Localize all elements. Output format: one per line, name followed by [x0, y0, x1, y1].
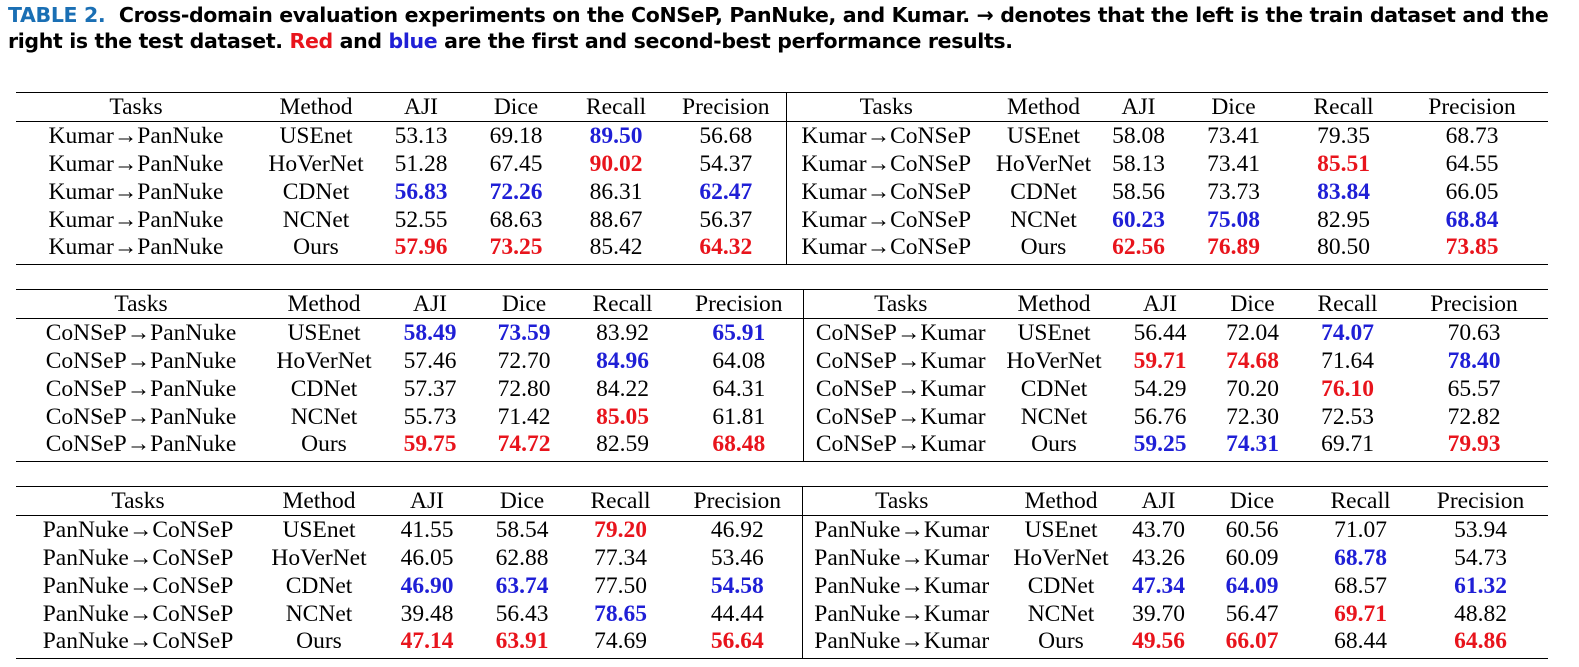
aji-cell: 47.14 — [400, 628, 454, 654]
precision-cell: 64.08 — [712, 348, 766, 374]
table-row — [16, 375, 1548, 403]
method-cell: NCNet — [285, 601, 353, 627]
dice-cell: 60.09 — [1225, 545, 1279, 571]
method-cell: HoVerNet — [1013, 545, 1109, 571]
aji-cell: 56.76 — [1133, 404, 1187, 430]
recall-cell: 78.65 — [594, 601, 647, 627]
method-cell: USEnet — [279, 123, 353, 149]
precision-cell: 68.48 — [712, 431, 766, 457]
dice-cell: 68.63 — [489, 207, 543, 233]
header-aji: AJI — [404, 94, 438, 120]
results-table-pannuke-source — [16, 486, 1548, 659]
method-cell: NCNet — [1010, 207, 1077, 233]
precision-cell: 61.32 — [1454, 573, 1507, 599]
method-cell: CDNet — [1010, 179, 1077, 205]
table-row — [16, 178, 1548, 206]
table-row — [16, 319, 1548, 348]
method-cell: HoVerNet — [276, 348, 372, 374]
aji-cell: 62.56 — [1112, 234, 1165, 260]
dice-cell: 63.91 — [495, 628, 549, 654]
header-dice: Dice — [493, 94, 539, 120]
header-aji: AJI — [413, 291, 447, 317]
table-row — [16, 516, 1548, 545]
results-table-kumar-source — [16, 92, 1548, 265]
method-cell: CDNet — [1027, 573, 1095, 599]
recall-cell: 89.50 — [589, 123, 643, 149]
dice-cell: 62.88 — [495, 545, 549, 571]
precision-cell: 54.58 — [710, 573, 764, 599]
caption-and-word: and — [339, 29, 382, 53]
recall-cell: 82.59 — [596, 431, 649, 457]
header-dice: Dice — [1230, 291, 1275, 317]
header-dice: Dice — [501, 291, 547, 317]
dice-cell: 67.45 — [489, 151, 543, 177]
header-precision: Precision — [682, 94, 770, 120]
precision-cell: 53.46 — [710, 545, 764, 571]
precision-cell: 62.47 — [699, 179, 753, 205]
header-tasks: Tasks — [786, 93, 986, 122]
recall-cell: 74.69 — [594, 628, 647, 654]
dice-cell: 73.59 — [497, 320, 551, 346]
caption-text: Cross-domain evaluation experiments on the CoNSeP, PanNuke, and Kumar. → denotes that the left is the train dataset and the right is the test dataset. — [8, 3, 1549, 53]
task-cell: CoNSeP→Kumar — [803, 403, 998, 431]
recall-cell: 85.51 — [1317, 151, 1370, 177]
recall-cell: 84.22 — [596, 376, 649, 402]
header-row — [16, 93, 1548, 122]
header-method: Method — [287, 291, 361, 317]
header-dice: Dice — [499, 488, 545, 514]
method-cell: Ours — [301, 431, 347, 457]
precision-cell: 64.32 — [699, 234, 753, 260]
header-aji: AJI — [1141, 488, 1176, 514]
recall-cell: 71.07 — [1334, 517, 1387, 543]
table-row — [16, 234, 1548, 265]
precision-cell: 64.31 — [712, 376, 766, 402]
caption-red-word: Red — [289, 29, 333, 53]
header-method: Method — [1017, 291, 1091, 317]
task-cell: CoNSeP→Kumar — [803, 375, 998, 403]
dice-cell: 70.20 — [1226, 376, 1279, 402]
dice-cell: 74.68 — [1226, 348, 1279, 374]
aji-cell: 55.73 — [403, 404, 457, 430]
dice-cell: 72.70 — [497, 348, 551, 374]
recall-cell: 72.53 — [1321, 404, 1374, 430]
recall-cell: 90.02 — [589, 151, 643, 177]
aji-cell: 57.46 — [403, 348, 457, 374]
recall-cell: 86.31 — [589, 179, 643, 205]
dice-cell: 75.08 — [1207, 207, 1260, 233]
recall-cell: 79.35 — [1317, 123, 1370, 149]
dice-cell: 73.73 — [1207, 179, 1260, 205]
task-cell: Kumar→PanNuke — [48, 179, 224, 205]
header-recall: Recall — [1317, 291, 1378, 317]
aji-cell: 46.05 — [400, 545, 454, 571]
table-row — [16, 431, 1548, 462]
table-row — [16, 403, 1548, 431]
task-cell: Kumar→PanNuke — [48, 151, 224, 177]
recall-cell: 69.71 — [1334, 601, 1387, 627]
precision-cell: 79.93 — [1447, 431, 1501, 457]
method-cell: HoVerNet — [995, 151, 1092, 177]
method-cell: NCNet — [282, 207, 350, 233]
header-method: Method — [1024, 488, 1098, 514]
method-cell: USEnet — [282, 517, 356, 543]
header-recall: Recall — [1330, 488, 1391, 514]
aji-cell: 43.26 — [1132, 545, 1185, 571]
precision-cell: 48.82 — [1454, 601, 1507, 627]
aji-cell: 60.23 — [1112, 207, 1165, 233]
dice-cell: 64.09 — [1225, 573, 1279, 599]
recall-cell: 69.71 — [1321, 431, 1374, 457]
precision-cell: 56.68 — [699, 123, 753, 149]
recall-cell: 83.92 — [596, 320, 649, 346]
recall-cell: 77.34 — [594, 545, 647, 571]
recall-cell: 74.07 — [1321, 320, 1374, 346]
method-cell: NCNet — [1020, 404, 1088, 430]
dice-cell: 72.80 — [497, 376, 551, 402]
precision-cell: 53.94 — [1454, 517, 1507, 543]
precision-cell: 56.37 — [699, 207, 753, 233]
header-precision: Precision — [1430, 291, 1518, 317]
aji-cell: 56.83 — [394, 179, 448, 205]
dice-cell: 76.89 — [1207, 234, 1260, 260]
caption-text-end: are the first and second-best performance results. — [444, 29, 1013, 53]
method-cell: HoVerNet — [268, 151, 364, 177]
aji-cell: 59.71 — [1133, 348, 1187, 374]
aji-cell: 43.70 — [1132, 517, 1185, 543]
table-row — [16, 572, 1548, 600]
precision-cell: 68.84 — [1445, 207, 1499, 233]
dice-cell: 73.41 — [1207, 123, 1260, 149]
task-cell: Kumar→CoNSeP — [786, 122, 986, 151]
method-cell: Ours — [1038, 628, 1084, 654]
dice-cell: 74.31 — [1226, 431, 1279, 457]
header-dice: Dice — [1229, 488, 1275, 514]
precision-cell: 61.81 — [712, 404, 766, 430]
header-tasks: Tasks — [109, 94, 163, 120]
aji-cell: 57.96 — [394, 234, 448, 260]
aji-cell: 39.70 — [1132, 601, 1185, 627]
method-cell: HoVerNet — [1006, 348, 1102, 374]
aji-cell: 58.13 — [1112, 151, 1165, 177]
table-row — [16, 628, 1548, 659]
task-cell: PanNuke→CoNSeP — [42, 545, 234, 571]
header-recall: Recall — [1313, 94, 1374, 120]
task-cell: PanNuke→Kumar — [802, 628, 1001, 659]
task-cell: Kumar→PanNuke — [48, 123, 224, 149]
table-caption — [8, 2, 1573, 54]
header-precision: Precision — [693, 488, 781, 514]
task-cell: PanNuke→CoNSeP — [42, 573, 234, 599]
aji-cell: 49.56 — [1132, 628, 1185, 654]
dice-cell: 72.30 — [1226, 404, 1279, 430]
dice-cell: 74.72 — [497, 431, 551, 457]
task-cell: Kumar→CoNSeP — [786, 234, 986, 265]
dice-cell: 56.43 — [495, 601, 549, 627]
header-method: Method — [1006, 94, 1081, 120]
table-row — [16, 206, 1548, 234]
header-tasks: Tasks — [802, 487, 1001, 516]
dice-cell: 69.18 — [489, 123, 543, 149]
task-cell: PanNuke→Kumar — [802, 600, 1001, 628]
task-cell: CoNSeP→PanNuke — [45, 404, 237, 430]
precision-cell: 54.73 — [1454, 545, 1507, 571]
method-cell: USEnet — [1024, 517, 1098, 543]
method-cell: Ours — [293, 234, 339, 260]
recall-cell: 68.78 — [1334, 545, 1387, 571]
header-method: Method — [282, 488, 356, 514]
aji-cell: 54.29 — [1133, 376, 1187, 402]
aji-cell: 41.55 — [400, 517, 454, 543]
recall-cell: 85.05 — [596, 404, 649, 430]
aji-cell: 58.49 — [403, 320, 457, 346]
header-recall: Recall — [592, 291, 653, 317]
precision-cell: 78.40 — [1447, 348, 1501, 374]
method-cell: Ours — [1020, 234, 1067, 260]
table-row — [16, 544, 1548, 572]
method-cell: USEnet — [1006, 123, 1081, 149]
method-cell: USEnet — [1017, 320, 1091, 346]
recall-cell: 83.84 — [1317, 179, 1370, 205]
aji-cell: 47.34 — [1132, 573, 1185, 599]
header-tasks: Tasks — [114, 291, 168, 317]
recall-cell: 76.10 — [1321, 376, 1374, 402]
task-cell: PanNuke→CoNSeP — [42, 601, 234, 627]
table-row — [16, 600, 1548, 628]
method-cell: Ours — [1031, 431, 1077, 457]
dice-cell: 60.56 — [1225, 517, 1279, 543]
precision-cell: 68.73 — [1445, 123, 1499, 149]
method-cell: CDNet — [290, 376, 358, 402]
precision-cell: 54.37 — [699, 151, 753, 177]
task-cell: CoNSeP→Kumar — [803, 431, 998, 462]
dice-cell: 72.04 — [1226, 320, 1279, 346]
dice-cell: 72.26 — [489, 179, 543, 205]
recall-cell: 68.44 — [1334, 628, 1387, 654]
method-cell: NCNet — [290, 404, 358, 430]
header-recall: Recall — [585, 94, 647, 120]
recall-cell: 77.50 — [594, 573, 647, 599]
precision-cell: 70.63 — [1447, 320, 1501, 346]
table-row — [16, 122, 1548, 151]
precision-cell: 65.57 — [1447, 376, 1501, 402]
aji-cell: 58.08 — [1112, 123, 1165, 149]
recall-cell: 84.96 — [596, 348, 649, 374]
task-cell: Kumar→PanNuke — [48, 207, 224, 233]
header-precision: Precision — [695, 291, 783, 317]
task-cell: Kumar→CoNSeP — [786, 150, 986, 178]
precision-cell: 66.05 — [1445, 179, 1499, 205]
dice-cell: 71.42 — [497, 404, 551, 430]
method-cell: CDNet — [1020, 376, 1088, 402]
recall-cell: 68.57 — [1334, 573, 1387, 599]
aji-cell: 51.28 — [394, 151, 448, 177]
header-method: Method — [279, 94, 353, 120]
task-cell: CoNSeP→Kumar — [803, 347, 998, 375]
header-row — [16, 290, 1548, 319]
dice-cell: 73.25 — [489, 234, 543, 260]
table-row — [16, 150, 1548, 178]
task-cell: PanNuke→Kumar — [802, 516, 1001, 545]
aji-cell: 58.56 — [1112, 179, 1165, 205]
aji-cell: 52.55 — [394, 207, 448, 233]
method-cell: USEnet — [287, 320, 361, 346]
results-table-consep-source — [16, 289, 1548, 462]
header-aji: AJI — [1143, 291, 1177, 317]
header-tasks: Tasks — [803, 290, 998, 319]
precision-cell: 65.91 — [712, 320, 766, 346]
table-row — [16, 347, 1548, 375]
recall-cell: 79.20 — [594, 517, 647, 543]
task-cell: PanNuke→CoNSeP — [42, 517, 234, 543]
task-cell: CoNSeP→PanNuke — [45, 348, 237, 374]
header-dice: Dice — [1211, 94, 1256, 120]
method-cell: CDNet — [285, 573, 353, 599]
dice-cell: 73.41 — [1207, 151, 1260, 177]
recall-cell: 71.64 — [1321, 348, 1374, 374]
dice-cell: 56.47 — [1225, 601, 1279, 627]
task-cell: Kumar→PanNuke — [48, 234, 224, 260]
header-aji: AJI — [1121, 94, 1156, 120]
precision-cell: 72.82 — [1447, 404, 1501, 430]
caption-label: TABLE 2. — [8, 3, 106, 27]
task-cell: PanNuke→Kumar — [802, 572, 1001, 600]
task-cell: PanNuke→Kumar — [802, 544, 1001, 572]
method-cell: CDNet — [282, 179, 350, 205]
task-cell: CoNSeP→PanNuke — [45, 320, 237, 346]
header-aji: AJI — [410, 488, 444, 514]
aji-cell: 59.75 — [403, 431, 457, 457]
task-cell: CoNSeP→Kumar — [803, 319, 998, 348]
precision-cell: 64.86 — [1454, 628, 1507, 654]
precision-cell: 44.44 — [710, 601, 764, 627]
recall-cell: 82.95 — [1317, 207, 1370, 233]
recall-cell: 88.67 — [589, 207, 643, 233]
header-row — [16, 487, 1548, 516]
aji-cell: 56.44 — [1133, 320, 1187, 346]
precision-cell: 64.55 — [1445, 151, 1499, 177]
method-cell: NCNet — [1027, 601, 1095, 627]
header-recall: Recall — [590, 488, 651, 514]
method-cell: HoVerNet — [271, 545, 367, 571]
dice-cell: 66.07 — [1225, 628, 1279, 654]
caption-blue-word: blue — [388, 29, 438, 53]
header-tasks: Tasks — [111, 488, 165, 514]
task-cell: Kumar→CoNSeP — [786, 206, 986, 234]
precision-cell: 46.92 — [710, 517, 764, 543]
precision-cell: 73.85 — [1445, 234, 1499, 260]
aji-cell: 46.90 — [400, 573, 454, 599]
aji-cell: 59.25 — [1133, 431, 1187, 457]
task-cell: PanNuke→CoNSeP — [42, 628, 234, 654]
precision-cell: 56.64 — [710, 628, 764, 654]
recall-cell: 85.42 — [589, 234, 643, 260]
aji-cell: 39.48 — [400, 601, 454, 627]
task-cell: CoNSeP→PanNuke — [45, 376, 237, 402]
dice-cell: 63.74 — [495, 573, 549, 599]
task-cell: Kumar→CoNSeP — [786, 178, 986, 206]
task-cell: CoNSeP→PanNuke — [45, 431, 237, 457]
aji-cell: 53.13 — [394, 123, 448, 149]
method-cell: Ours — [296, 628, 342, 654]
header-precision: Precision — [1436, 488, 1525, 514]
dice-cell: 58.54 — [495, 517, 549, 543]
aji-cell: 57.37 — [403, 376, 457, 402]
recall-cell: 80.50 — [1317, 234, 1370, 260]
header-precision: Precision — [1428, 94, 1516, 120]
